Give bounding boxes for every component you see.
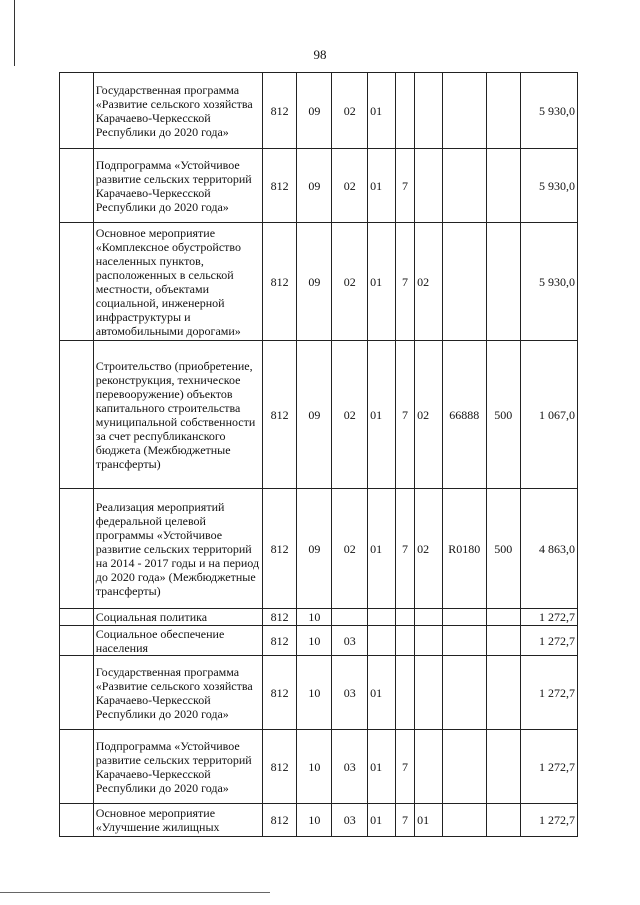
row-expense-type-code (486, 626, 520, 656)
row-subprogram-code (395, 609, 414, 626)
row-main-activity-code: 02 (415, 341, 443, 489)
row-subsection-code: 02 (332, 341, 368, 489)
row-expense-type-code: 500 (486, 489, 520, 609)
row-program-code (368, 626, 396, 656)
table-row (60, 223, 578, 341)
row-main-activity-code: 02 (415, 489, 443, 609)
row-main-activity-code (415, 626, 443, 656)
table-row (60, 609, 578, 626)
row-main-activity-code: 02 (415, 223, 443, 341)
row-subprogram-code: 7 (395, 804, 414, 837)
row-direction-code (442, 609, 486, 626)
page-number: 98 (313, 47, 327, 62)
row-subprogram-code: 7 (395, 489, 414, 609)
row-section-code: 10 (297, 656, 332, 730)
row-name: Подпрограмма «Устойчивое развитие сельских территорий Карачаево-Черкесской Республики до 2020 года» (93, 149, 262, 223)
row-subprogram-code: 7 (395, 341, 414, 489)
row-blank-cell (60, 730, 94, 804)
row-name: Социальная политика (93, 609, 262, 626)
row-section-code: 09 (297, 489, 332, 609)
row-direction-code (442, 73, 486, 149)
row-main-activity-code: 01 (415, 804, 443, 837)
row-amount: 5 930,0 (520, 223, 577, 341)
row-expense-type-code (486, 730, 520, 804)
row-main-activity-code (415, 730, 443, 804)
row-program-code: 01 (368, 149, 396, 223)
row-main-activity-code (415, 149, 443, 223)
row-blank-cell (60, 804, 94, 837)
bottom-rule (0, 892, 270, 893)
row-program-code: 01 (368, 804, 396, 837)
row-expense-type-code (486, 223, 520, 341)
row-ministry-code: 812 (262, 341, 297, 489)
row-expense-type-code (486, 149, 520, 223)
row-blank-cell (60, 73, 94, 149)
row-name: Строительство (приобретение, реконструкция, техническое перевооружение) объектов капитального строительства муниципальной собственности за счет республиканского бюджета (Межбюджетные трансферты) (93, 341, 262, 489)
row-ministry-code: 812 (262, 609, 297, 626)
row-ministry-code: 812 (262, 730, 297, 804)
row-subprogram-code: 7 (395, 149, 414, 223)
row-amount: 1 272,7 (520, 730, 577, 804)
row-name: Основное мероприятие «Улучшение жилищных (93, 804, 262, 837)
row-subsection-code: 02 (332, 489, 368, 609)
table-row (60, 489, 578, 609)
row-direction-code (442, 223, 486, 341)
row-expense-type-code (486, 656, 520, 730)
row-ministry-code: 812 (262, 149, 297, 223)
row-subprogram-code (395, 656, 414, 730)
row-program-code: 01 (368, 656, 396, 730)
row-section-code: 10 (297, 626, 332, 656)
row-main-activity-code (415, 73, 443, 149)
table-row (60, 149, 578, 223)
row-section-code: 09 (297, 341, 332, 489)
row-direction-code: R0180 (442, 489, 486, 609)
row-amount: 5 930,0 (520, 149, 577, 223)
row-direction-code: 66888 (442, 341, 486, 489)
row-program-code: 01 (368, 489, 396, 609)
row-amount: 1 272,7 (520, 609, 577, 626)
table-row (60, 626, 578, 656)
row-name: Реализация мероприятий федеральной целевой программы «Устойчивое развитие сельских территорий на 2014 - 2017 годы и на период до 2020 года» (Межбюджетные трансферты) (93, 489, 262, 609)
row-section-code: 10 (297, 730, 332, 804)
row-subsection-code: 02 (332, 73, 368, 149)
row-direction-code (442, 804, 486, 837)
row-expense-type-code (486, 609, 520, 626)
row-section-code: 09 (297, 149, 332, 223)
row-program-code (368, 609, 396, 626)
row-expense-type-code: 500 (486, 341, 520, 489)
row-blank-cell (60, 223, 94, 341)
row-amount: 5 930,0 (520, 73, 577, 149)
row-section-code: 09 (297, 73, 332, 149)
row-section-code: 10 (297, 804, 332, 837)
row-main-activity-code (415, 609, 443, 626)
row-blank-cell (60, 489, 94, 609)
row-subsection-code: 03 (332, 730, 368, 804)
row-subprogram-code (395, 626, 414, 656)
row-direction-code (442, 730, 486, 804)
row-expense-type-code (486, 73, 520, 149)
row-direction-code (442, 626, 486, 656)
table-row (60, 804, 578, 837)
table-row (60, 341, 578, 489)
row-blank-cell (60, 656, 94, 730)
row-ministry-code: 812 (262, 626, 297, 656)
row-expense-type-code (486, 804, 520, 837)
row-subsection-code: 03 (332, 804, 368, 837)
row-section-code: 09 (297, 223, 332, 341)
row-ministry-code: 812 (262, 73, 297, 149)
row-amount: 1 272,7 (520, 656, 577, 730)
budget-table-body (60, 73, 578, 837)
row-direction-code (442, 149, 486, 223)
row-subprogram-code (395, 73, 414, 149)
row-blank-cell (60, 341, 94, 489)
budget-table (59, 72, 578, 837)
row-name: Государственная программа «Развитие сельского хозяйства Карачаево-Черкесской Республики до 2020 года» (93, 656, 262, 730)
table-row (60, 730, 578, 804)
row-name: Основное мероприятие «Комплексное обустройство населенных пунктов, расположенных в сельской местности, объектами социальной, инженерной инфраструктуры и автомобильными дорогами» (93, 223, 262, 341)
row-blank-cell (60, 149, 94, 223)
table-row (60, 656, 578, 730)
row-subprogram-code: 7 (395, 223, 414, 341)
row-ministry-code: 812 (262, 804, 297, 837)
row-amount: 1 067,0 (520, 341, 577, 489)
row-program-code: 01 (368, 341, 396, 489)
row-subsection-code: 02 (332, 223, 368, 341)
row-ministry-code: 812 (262, 489, 297, 609)
row-name: Социальное обеспечение населения (93, 626, 262, 656)
row-section-code: 10 (297, 609, 332, 626)
row-amount: 1 272,7 (520, 804, 577, 837)
row-subsection-code (332, 609, 368, 626)
row-direction-code (442, 656, 486, 730)
row-main-activity-code (415, 656, 443, 730)
table-row (60, 73, 578, 149)
row-blank-cell (60, 609, 94, 626)
row-ministry-code: 812 (262, 656, 297, 730)
row-subsection-code: 02 (332, 149, 368, 223)
row-subprogram-code: 7 (395, 730, 414, 804)
row-amount: 1 272,7 (520, 626, 577, 656)
row-program-code: 01 (368, 223, 396, 341)
row-ministry-code: 812 (262, 223, 297, 341)
row-amount: 4 863,0 (520, 489, 577, 609)
row-program-code: 01 (368, 730, 396, 804)
row-program-code: 01 (368, 73, 396, 149)
row-subsection-code: 03 (332, 656, 368, 730)
row-name: Государственная программа «Развитие сельского хозяйства Карачаево-Черкесской Республики до 2020 года» (93, 73, 262, 149)
row-blank-cell (60, 626, 94, 656)
row-subsection-code: 03 (332, 626, 368, 656)
row-name: Подпрограмма «Устойчивое развитие сельских территорий Карачаево-Черкесской Республики до 2020 года» (93, 730, 262, 804)
